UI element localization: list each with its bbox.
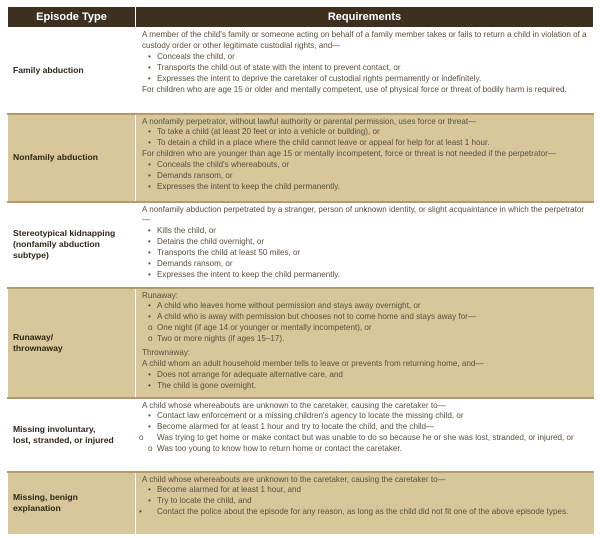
sub-list-item: o Two or more nights (if ages 15–17). <box>148 334 285 344</box>
bullet-glyph: • <box>148 369 151 379</box>
table-row <box>8 202 594 288</box>
list-item: • Contact law enforcement or a missing children's agency to locate the missing child, or <box>148 411 464 421</box>
episode-type-label-line: (nonfamily abduction <box>13 239 100 249</box>
bullet-glyph: • <box>148 226 151 236</box>
table-row <box>8 288 594 398</box>
sub-list-item: o Was too young to know how to return home or contact the caretaker. <box>148 444 402 454</box>
list-item: • A child who leaves home without permission and stays away overnight, or <box>148 301 421 311</box>
list-item: • To take a child (at least 20 feet or into a vehicle or building), or <box>148 127 380 137</box>
sub-list-item: o One night (if age 14 or younger or mentally incompetent), or <box>148 323 372 333</box>
requirement-intro: A member of the child's family or someone acting on behalf of a family member takes or fails to return a child in violation of a custody order or other legitimate custodial rights, and— <box>142 30 587 50</box>
thrownaway-label: Thrownaway: <box>142 348 191 358</box>
episode-type-label-line: Missing, benign <box>13 492 78 502</box>
episode-type-cell <box>8 398 136 472</box>
episode-type-cell <box>8 472 136 534</box>
episode-type-cell <box>8 114 136 202</box>
header-episode-type: Episode Type <box>8 7 136 28</box>
episode-type-cell <box>8 288 136 398</box>
bullet-glyph: • <box>148 485 151 495</box>
list-item: • Contact the police about the episode for any reason, as long as the child did not fit one of the above episode types. <box>139 507 569 517</box>
requirement-intro: A nonfamily perpetrator, without lawful authority or parental permission, uses force or threat— <box>142 116 477 126</box>
requirements-cell <box>136 28 594 114</box>
sub-list-item: o Was trying to get home or make contact but was unable to do so because he or she was lost, stranded, or injured, or <box>139 433 574 443</box>
requirement-note: For children who are age 15 or older and mentally competent, use of physical force or threat of bodily harm is required. <box>142 84 567 94</box>
list-item: • Expresses the intent to deprive the caretaker of custodial rights permanently or indefinitely. <box>148 73 482 83</box>
bullet-glyph: • <box>148 62 151 72</box>
requirements-cell <box>136 472 594 534</box>
bullet-glyph: • <box>148 380 151 390</box>
requirement-intro: A child whose whereabouts are unknown to the caretaker, causing the caretaker to— <box>142 400 446 410</box>
table-row <box>8 28 594 114</box>
episode-type-label: Nonfamily abduction <box>13 152 98 162</box>
bullet-glyph: • <box>148 237 151 247</box>
bullet-glyph: • <box>148 301 151 311</box>
episode-type-cell <box>8 202 136 288</box>
bullet-glyph: • <box>148 248 151 258</box>
list-item: • Become alarmed for at least 1 hour and try to locate the child, and the child— <box>148 422 435 432</box>
table-row <box>8 398 594 472</box>
bullet-glyph: • <box>148 160 151 170</box>
bullet-glyph: • <box>148 312 151 322</box>
episode-type-cell <box>8 28 136 114</box>
bullet-glyph: • <box>148 171 151 181</box>
episode-type-label-line: lost, stranded, or injured <box>13 434 114 445</box>
list-item: • Transports the child at least 50 miles, or <box>148 248 301 258</box>
bullet-glyph: • <box>148 127 151 137</box>
list-item: • Transports the child out of state with the intent to prevent contact, or <box>148 62 401 72</box>
requirements-cell <box>136 398 594 472</box>
requirements-cell <box>136 202 594 288</box>
sub-bullet-glyph: o <box>139 433 144 443</box>
list-item: • Detains the child overnight, or <box>148 237 265 247</box>
list-item: • Expresses the intent to keep the child permanently. <box>148 269 340 279</box>
list-item: • Does not arrange for adequate alternative care, and <box>148 369 343 379</box>
list-item: • Kills the child, or <box>148 226 216 236</box>
thrownaway-text: A child whom an adult household member tells to leave or prevents from returning home, and— <box>142 358 484 368</box>
list-item: • Try to locate the child, and <box>148 496 252 506</box>
bullet-glyph: • <box>148 259 151 269</box>
list-item: • Demands ransom, or <box>148 171 233 181</box>
requirement-intro: A nonfamily abduction perpetrated by a stranger, person of unknown identity, or slight acquaintance in which the perpetrator— <box>142 204 585 225</box>
table-header-row <box>8 7 594 28</box>
episode-type-label-line: subtype) <box>13 250 49 260</box>
runaway-label: Runaway: <box>142 290 178 300</box>
table-row <box>8 472 594 534</box>
list-item: • Conceals the child, or <box>148 51 235 61</box>
list-item: • Become alarmed for at least 1 hour, and <box>148 485 301 495</box>
bullet-glyph: • <box>148 411 151 421</box>
list-item: • To detain a child in a place where the child cannot leave or appeal for help for at least 1 hour. <box>148 138 490 148</box>
bullet-glyph: • <box>148 73 151 83</box>
header-requirements: Requirements <box>136 7 594 28</box>
requirements-cell <box>136 288 594 398</box>
list-item: • A child who is away with permission but chooses not to come home and stays away for— <box>148 312 476 322</box>
bullet-glyph: • <box>148 51 151 61</box>
episode-type-label-line: Runaway/ <box>13 331 54 342</box>
sub-bullet-glyph: o <box>148 444 153 454</box>
bullet-glyph: • <box>148 422 151 432</box>
requirement-intro: A child whose whereabouts are unknown to the caretaker, causing the caretaker to— <box>142 474 446 484</box>
bullet-glyph: • <box>148 138 151 148</box>
episode-type-label-line: Missing involuntary, <box>13 423 96 434</box>
list-item: • Demands ransom, or <box>148 259 233 269</box>
episode-type-label: Family abduction <box>13 64 84 75</box>
list-item: • Expresses the intent to keep the child permanently. <box>148 181 340 191</box>
list-item: • The child is gone overnight. <box>148 380 256 390</box>
bullet-glyph: • <box>148 181 151 191</box>
bullet-glyph: • <box>148 269 151 279</box>
bullet-glyph: • <box>139 507 142 517</box>
requirements-cell <box>136 114 594 202</box>
episode-type-label-line: thrownaway <box>13 342 63 353</box>
bullet-glyph: • <box>148 496 151 506</box>
episode-type-label-line: Stereotypical kidnapping <box>13 228 116 238</box>
list-item: • Conceals the child's whereabouts, or <box>148 160 290 170</box>
requirement-intro-2: For children who are younger than age 15 or mentally incompetent, force or threat is not needed if the perpetrator— <box>142 149 556 159</box>
sub-bullet-glyph: o <box>148 334 153 344</box>
episode-requirements-table <box>7 6 594 534</box>
episode-type-label-line: explanation <box>13 503 61 513</box>
table-row <box>8 114 594 202</box>
sub-bullet-glyph: o <box>148 323 153 333</box>
